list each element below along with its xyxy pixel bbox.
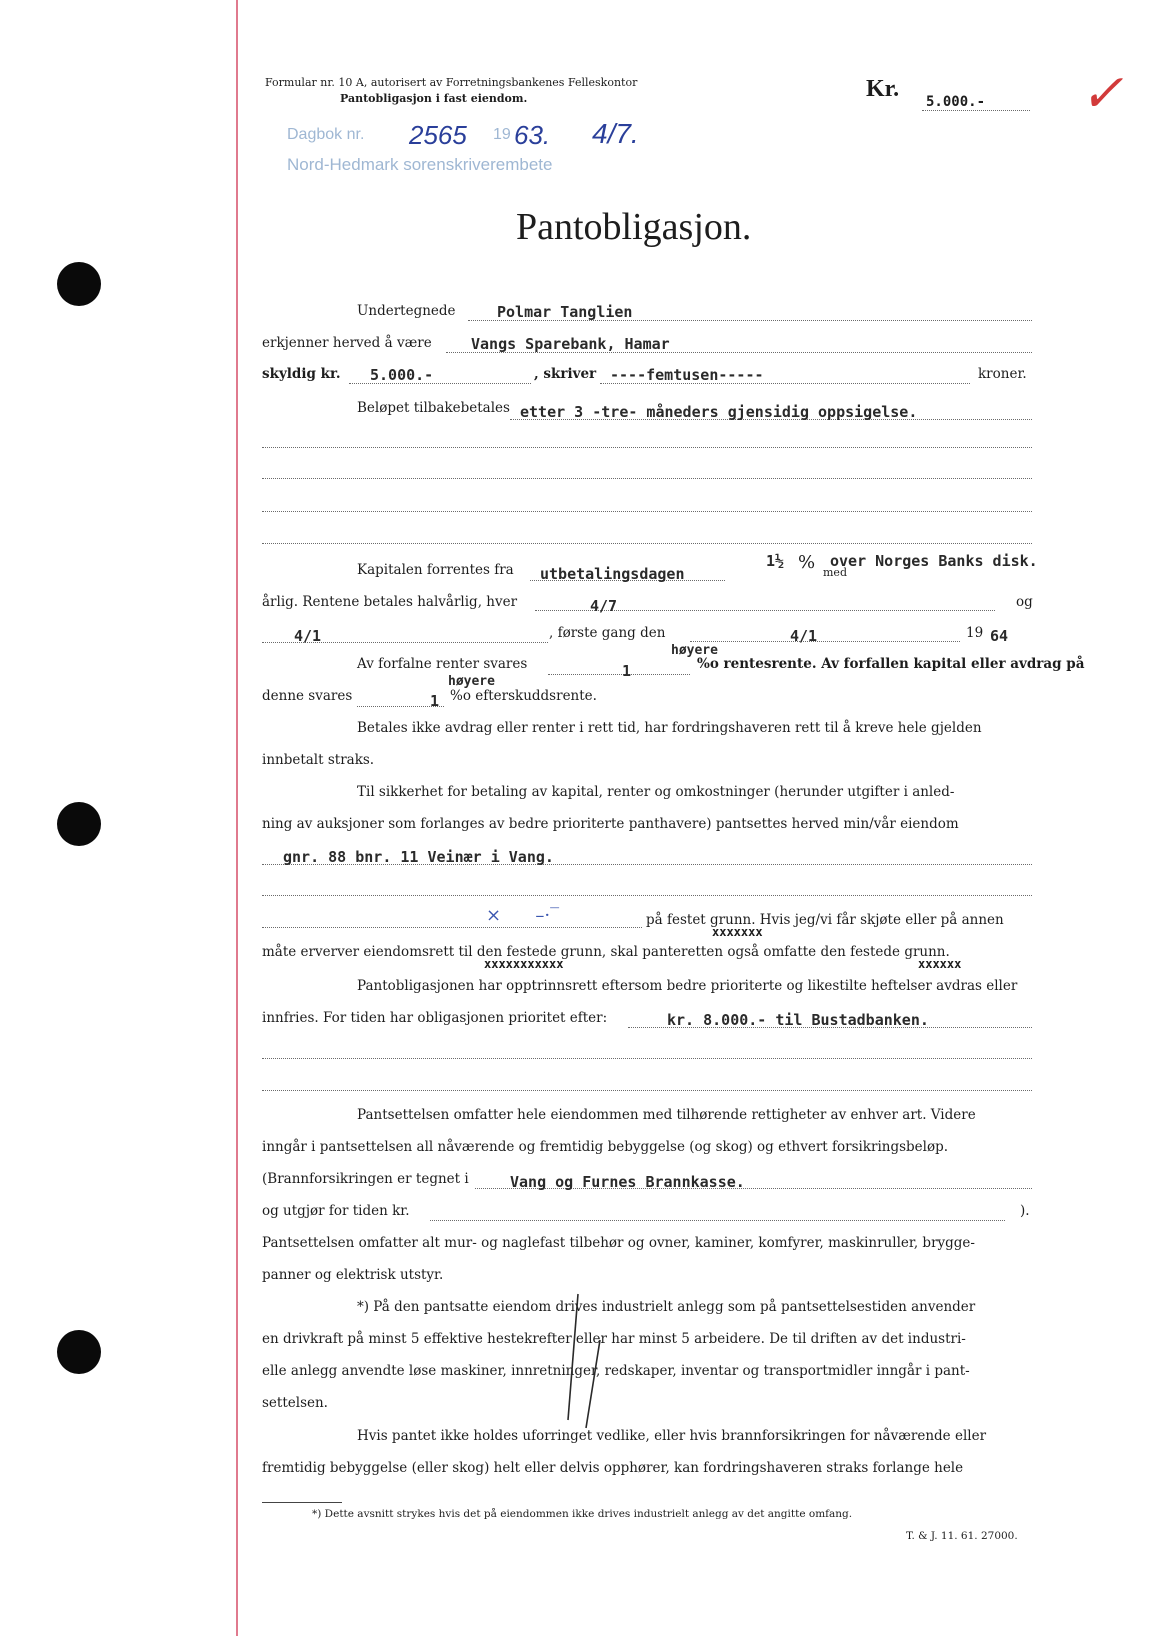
tilbake-value: etter 3 -tre- måneders gjensidig oppsigelse.	[520, 403, 918, 421]
festet-line	[262, 927, 642, 928]
red-checkmark: ✓	[1080, 65, 1124, 123]
hoyere-1: høyere	[671, 643, 718, 658]
kroner-label: kroner.	[978, 366, 1027, 382]
margin-line	[236, 0, 238, 1636]
mur-line-2: panner og elektrisk utstyr.	[262, 1267, 444, 1283]
mur-line-1: Pantsettelsen omfatter alt mur- og naglefast tilbehør og ovner, kaminer, komfyrer, maskinruller, brygge-	[262, 1235, 975, 1251]
aarlig-label: årlig. Rentene betales halvårlig, hver	[262, 594, 518, 610]
hoyere-2: høyere	[448, 674, 495, 689]
betales-line-2: innbetalt straks.	[262, 752, 375, 768]
undertegnede-value: Polmar Tanglien	[497, 303, 633, 321]
skyldig-label: skyldig kr.	[262, 366, 341, 382]
betales-line-1: Betales ikke avdrag eller renter i rett tid, har fordringshaveren rett til å kreve hele gjelden	[357, 720, 982, 736]
og-value: 4/1	[294, 627, 322, 645]
blank-line	[262, 1090, 1032, 1091]
omfatter-line-1: Pantsettelsen omfatter hele eiendommen med tilhørende rettigheter av enhver art. Videre	[357, 1107, 976, 1123]
blank-line	[262, 1058, 1032, 1059]
blank-line	[262, 511, 1032, 512]
utgjor-end: ).	[1020, 1203, 1030, 1219]
binder-hole	[57, 1330, 101, 1374]
skyldig-value: 5.000.-	[370, 366, 434, 384]
hvis-line-1: Hvis pantet ikke holdes uforringet vedlike, eller hvis brannforsikringen for nåværende eller	[357, 1428, 987, 1444]
med-label: med	[823, 566, 847, 579]
ink-mark: × –·‾	[486, 905, 560, 926]
undertegnede-label: Undertegnede	[357, 303, 456, 319]
printer-mark: T. & J. 11. 61. 27000.	[906, 1530, 1018, 1542]
opptrinn-line-1: Pantobligasjonen har opptrinnsrett eftersom bedre prioriterte og likestilte heftelser avdras eller	[357, 978, 1018, 994]
industri-line-1: *) På den pantsatte eiendom drives industrielt anlegg som på pantsettelsestiden anvender	[357, 1299, 976, 1315]
omfatter-line-2: inngår i pantsettelsen all nåværende og fremtidig bebyggelse (og skog) og ethvert forsikringsbeløp.	[262, 1139, 949, 1155]
stamp-date: 4/7.	[592, 118, 639, 149]
skriver-value: ----femtusen-----	[610, 366, 764, 384]
forfalne-label: Av forfalne renter svares	[357, 656, 528, 672]
eiendom-value: gnr. 88 bnr. 11 Veinær i Vang.	[283, 848, 554, 866]
blank-line	[262, 895, 1032, 896]
footnote: *) Dette avsnitt strykes hvis det på eiendommen ikke drives industrielt anlegg av det angitte omfang.	[312, 1508, 853, 1520]
rentesrente-label: %o rentesrente. Av forfallen kapital eller avdrag på	[697, 656, 1085, 672]
industri-line-2: en drivkraft på minst 5 effektive hestekrefter eller har minst 5 arbeidere. De til driften av det industri-	[262, 1331, 966, 1347]
erkjenner-value: Vangs Sparebank, Hamar	[471, 335, 670, 353]
kapital-label: Kapitalen forrentes fra	[357, 562, 514, 578]
stamp-office: Nord-Hedmark sorenskriverembete	[287, 155, 553, 174]
sikkerhet-line-1: Til sikkerhet for betaling av kapital, renter og omkostninger (herunder utgifter i anled-	[357, 784, 955, 800]
festet-line-2: måte erverver eiendomsrett til den festede grunn, skal panteretten også omfatte den festede grunn.	[262, 944, 950, 960]
og-label: og	[1016, 594, 1033, 610]
sikkerhet-line-2: ning av auksjoner som forlanges av bedre prioriterte panthavere) pantsettes herved min/vår eiendom	[262, 816, 959, 832]
binder-hole	[57, 262, 101, 306]
utgjor-line	[430, 1220, 1005, 1221]
skriver-label: , skriver	[534, 366, 597, 382]
rate-value: 1½	[766, 552, 785, 570]
kapital-value: utbetalingsdagen	[540, 565, 685, 583]
denne-label: denne svares	[262, 688, 353, 704]
year-prefix: 19	[966, 625, 984, 641]
year-value: 64	[990, 627, 1009, 645]
binder-hole	[57, 802, 101, 846]
efterskudd-label: %o efterskuddsrente.	[450, 688, 597, 704]
stamp-year: 63.	[514, 120, 551, 150]
forste-line	[690, 641, 960, 642]
forste-label: , første gang den	[549, 625, 666, 641]
kr-amount: 5.000.-	[926, 94, 986, 110]
forste-value: 4/1	[790, 627, 818, 645]
festet-line-1: på festet grunn. Hvis jeg/vi får skjøte eller på annen	[646, 912, 1004, 928]
opptrinn-line-2: innfries. For tiden har obligasjonen prioritet efter:	[262, 1010, 608, 1026]
brann-label: (Brannforsikringen er tegnet i	[262, 1171, 469, 1187]
denne-value: 1	[430, 692, 440, 710]
strike-through-mark	[520, 1290, 630, 1430]
forfalne-value: 1	[622, 662, 632, 680]
form-number: Formular nr. 10 A, autorisert av Forretningsbankenes Felleskontor	[265, 76, 638, 89]
blank-line	[262, 543, 1032, 544]
footnote-rule	[262, 1502, 342, 1503]
forfalne-line	[548, 674, 690, 675]
festet-xx: xxxxxxx	[712, 925, 763, 939]
kr-amount-line	[922, 110, 1030, 111]
hvis-line-2: fremtidig bebyggelse (eller skog) helt eller delvis opphører, kan fordringshaveren straks forlange hele	[262, 1460, 964, 1476]
prioritet-value: kr. 8.000.- til Bustadbanken.	[667, 1011, 929, 1029]
utgjor-label: og utgjør for tiden kr.	[262, 1203, 410, 1219]
tilbake-label: Beløpet tilbakebetales	[357, 400, 510, 416]
industri-line-3: elle anlegg anvendte løse maskiner, innretninger, redskaper, inventar og transportmidler inngår i pant-	[262, 1363, 970, 1379]
stamp-dagbok-label: Dagbok nr.	[287, 126, 365, 143]
norges-value: over Norges Banks disk.	[830, 552, 1038, 570]
erkjenner-label: erkjenner herved å være	[262, 335, 432, 351]
form-subtitle: Pantobligasjon i fast eiendom.	[340, 92, 528, 105]
stamp-year-prefix: 19	[493, 126, 511, 143]
kr-label: Kr.	[866, 76, 900, 102]
blank-line	[262, 478, 1032, 479]
festet-xx-1: xxxxxxxxxxx	[484, 957, 564, 971]
stamp-dagbok-number: 2565	[409, 120, 467, 150]
document-title: Pantobligasjon.	[516, 206, 752, 248]
brann-value: Vang og Furnes Brannkasse.	[510, 1173, 745, 1191]
blank-line	[262, 447, 1032, 448]
industri-line-4: settelsen.	[262, 1395, 328, 1411]
pct-label: %	[798, 552, 816, 573]
aarlig-value: 4/7	[590, 597, 618, 615]
festet-xx-2: xxxxxx	[918, 957, 962, 971]
